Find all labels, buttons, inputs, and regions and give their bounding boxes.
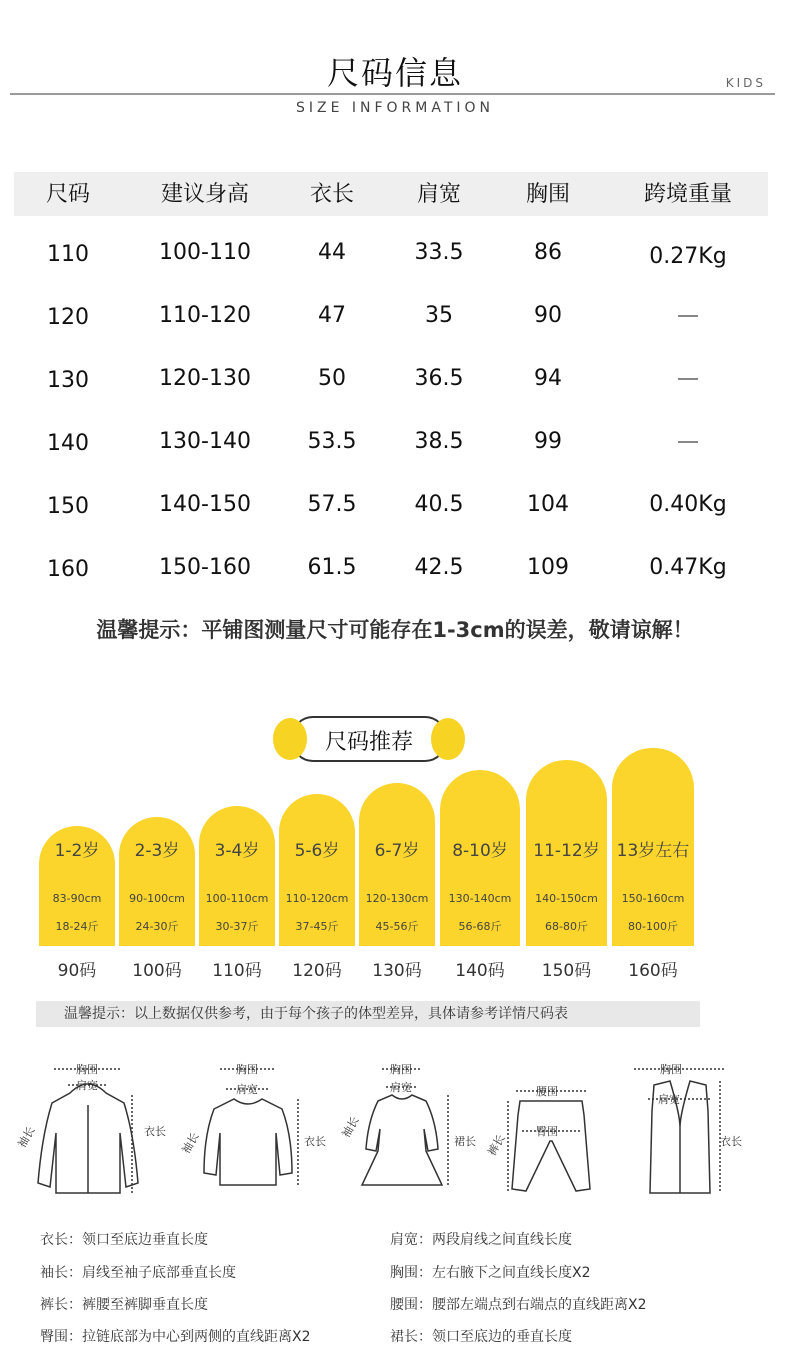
definition-item: 裤长：裤腰至裤脚垂直长度: [40, 1297, 208, 1313]
bar-size-label: 100码: [132, 961, 182, 981]
bar-weight-range: 45-56斤: [375, 920, 419, 933]
table-cell: 0.47Kg: [649, 555, 727, 580]
subtitle: SIZE INFORMATION: [295, 100, 495, 116]
recommend-badge: [291, 716, 447, 762]
table-cell: 50: [318, 366, 346, 391]
bar-age: 6-7岁: [374, 841, 420, 861]
table-cell-dash: [628, 366, 748, 391]
bar-height-range: 120-130cm: [365, 892, 429, 905]
definition-item: 衣长：领口至底边垂直长度: [40, 1232, 208, 1248]
bar-height-range: 130-140cm: [448, 892, 512, 905]
table-cell: 150-160: [159, 555, 251, 580]
sweater-chest-label: 胸围: [236, 1063, 258, 1076]
definition-item: 袖长：肩线至袖子底部垂直长度: [40, 1265, 236, 1281]
bar-weight-range: 18-24斤: [55, 920, 99, 933]
definition-item: 胸围：左右腋下之间直线长度X2: [390, 1265, 591, 1281]
size-bar: [526, 760, 607, 946]
bar-weight-range: 68-80斤: [545, 920, 588, 933]
bar-size-label: 120码: [292, 961, 342, 981]
table-header-cell: 建议身高: [160, 182, 249, 207]
table-cell: 38.5: [414, 429, 464, 454]
dress-skirt-label: 裙长: [454, 1135, 476, 1148]
bar-weight-range: 30-37斤: [215, 920, 259, 933]
kids-label: KIDS: [725, 76, 766, 90]
vest-shoulder-label: 肩宽: [658, 1093, 680, 1106]
size-bar: [359, 783, 435, 946]
sweater-shoulder-label: 肩宽: [236, 1083, 258, 1096]
table-cell: 104: [527, 492, 569, 517]
sweater-length-label: 衣长: [304, 1135, 326, 1148]
table-header-cell: 衣长: [309, 182, 354, 207]
vest-length-label: 衣长: [720, 1135, 742, 1148]
bar-height-range: 100-110cm: [205, 892, 269, 905]
sweater-sleeve-label: 袖长: [179, 1130, 202, 1156]
bar-weight-range: 80-100斤: [628, 920, 678, 933]
definition-item: 腰围：腰部左端点到右端点的直线距离X2: [390, 1297, 647, 1313]
table-cell: 61.5: [307, 555, 357, 580]
table-cell: 110: [47, 242, 89, 267]
table-cell: 120: [47, 305, 89, 330]
table-cell-dash: [628, 429, 748, 454]
table-cell: 33.5: [414, 240, 464, 265]
dash-mark: [678, 315, 698, 317]
jacket-sleeve-label: 袖长: [15, 1124, 38, 1150]
table-cell: 100-110: [159, 240, 251, 265]
table-cell-dash: [628, 303, 748, 328]
table-cell: 130-140: [159, 429, 251, 454]
dress-diagram: [338, 1055, 478, 1205]
table-header-cell: 肩宽: [416, 182, 461, 207]
jacket-chest-label: 胸围: [76, 1063, 98, 1076]
table-cell: 57.5: [307, 492, 357, 517]
bar-height-range: 90-100cm: [129, 892, 185, 905]
table-cell: 40.5: [414, 492, 464, 517]
table-cell: 47: [318, 303, 346, 328]
table-cell: 109: [527, 555, 569, 580]
table-cell: 120-130: [159, 366, 251, 391]
bar-size-label: 130码: [372, 961, 422, 981]
pants-diagram: [486, 1055, 616, 1205]
table-header-cell: 跨境重量: [643, 182, 732, 207]
bar-size-label: 150码: [541, 961, 592, 981]
pants-waist-label: 腰围: [536, 1085, 558, 1098]
jacket-length-label: 衣长: [144, 1125, 166, 1138]
table-cell: 0.40Kg: [649, 492, 727, 517]
table-cell: 86: [534, 240, 562, 265]
table-cell: 94: [534, 366, 562, 391]
definition-item: 臀围：拉链底部为中心到两侧的直线距离X2: [40, 1329, 311, 1345]
table-cell: 42.5: [414, 555, 464, 580]
page-title: 尺码信息: [326, 54, 463, 92]
dress-shoulder-label: 肩宽: [390, 1081, 412, 1094]
bar-weight-range: 24-30斤: [135, 920, 179, 933]
bar-age: 13岁左右: [616, 841, 690, 861]
size-bar: [279, 794, 355, 946]
bar-age: 1-2岁: [54, 841, 100, 861]
bar-age: 2-3岁: [134, 841, 180, 861]
bar-size-label: 110码: [212, 961, 262, 981]
pants-hip-label: 臀围: [536, 1125, 558, 1138]
table-cell: 90: [534, 303, 562, 328]
vest-diagram: [624, 1055, 764, 1205]
bar-weight-range: 37-45斤: [295, 920, 339, 933]
jacket-diagram: [12, 1055, 166, 1205]
table-header-cell: 胸围: [525, 182, 570, 207]
bar-age: 3-4岁: [214, 841, 260, 861]
vest-chest-label: 胸围: [660, 1063, 682, 1076]
table-cell: 44: [318, 240, 346, 265]
measure-tip: 温馨提示：平铺图测量尺寸可能存在1-3cm的误差，敬请谅解！: [96, 618, 694, 642]
definition-item: 裙长：领口至底边的垂直长度: [390, 1329, 572, 1345]
dress-chest-label: 胸围: [390, 1063, 412, 1076]
pants-length-label: 裤长: [485, 1132, 508, 1158]
table-cell: 53.5: [307, 429, 357, 454]
bar-height-range: 110-120cm: [285, 892, 349, 905]
definition-item: 肩宽：两段肩线之间直线长度: [390, 1232, 572, 1248]
recommend-title: 尺码推荐: [324, 730, 413, 755]
bar-height-range: 150-160cm: [621, 892, 685, 905]
table-header-cell: 尺码: [45, 182, 90, 207]
size-bar: [39, 826, 115, 946]
bar-weight-range: 56-68斤: [458, 920, 502, 933]
size-bar: [440, 770, 520, 946]
bar-height-range: 83-90cm: [52, 892, 102, 905]
bar-age: 11-12岁: [533, 841, 600, 861]
reference-tip: 温馨提示：以上数据仅供参考，由于每个孩子的体型差异，具体请参考详情尺码表: [36, 1001, 700, 1027]
table-cell: 36.5: [414, 366, 464, 391]
table-cell: 110-120: [159, 303, 251, 328]
dress-sleeve-label: 袖长: [339, 1114, 362, 1140]
bar-size-label: 90码: [57, 961, 97, 981]
table-cell: 140: [47, 431, 89, 456]
sweater-diagram: [170, 1055, 326, 1205]
bar-size-label: 160码: [628, 961, 678, 981]
size-bar: [119, 817, 195, 946]
table-cell: 35: [425, 303, 453, 328]
bar-age: 5-6岁: [294, 841, 340, 861]
table-cell: 99: [534, 429, 562, 454]
table-cell: 160: [47, 557, 89, 582]
table-cell: 140-150: [159, 492, 251, 517]
size-bar: [612, 748, 694, 946]
table-cell: 130: [47, 368, 89, 393]
bar-age: 8-10岁: [452, 841, 508, 861]
size-bar: [199, 806, 275, 946]
table-cell: 0.27Kg: [649, 244, 727, 269]
table-cell: 150: [47, 494, 89, 519]
dash-mark: [678, 441, 698, 443]
bar-size-label: 140码: [455, 961, 505, 981]
jacket-shoulder-label: 肩宽: [76, 1079, 98, 1092]
bar-height-range: 140-150cm: [535, 892, 598, 905]
dash-mark: [678, 378, 698, 380]
divider: [10, 93, 775, 95]
